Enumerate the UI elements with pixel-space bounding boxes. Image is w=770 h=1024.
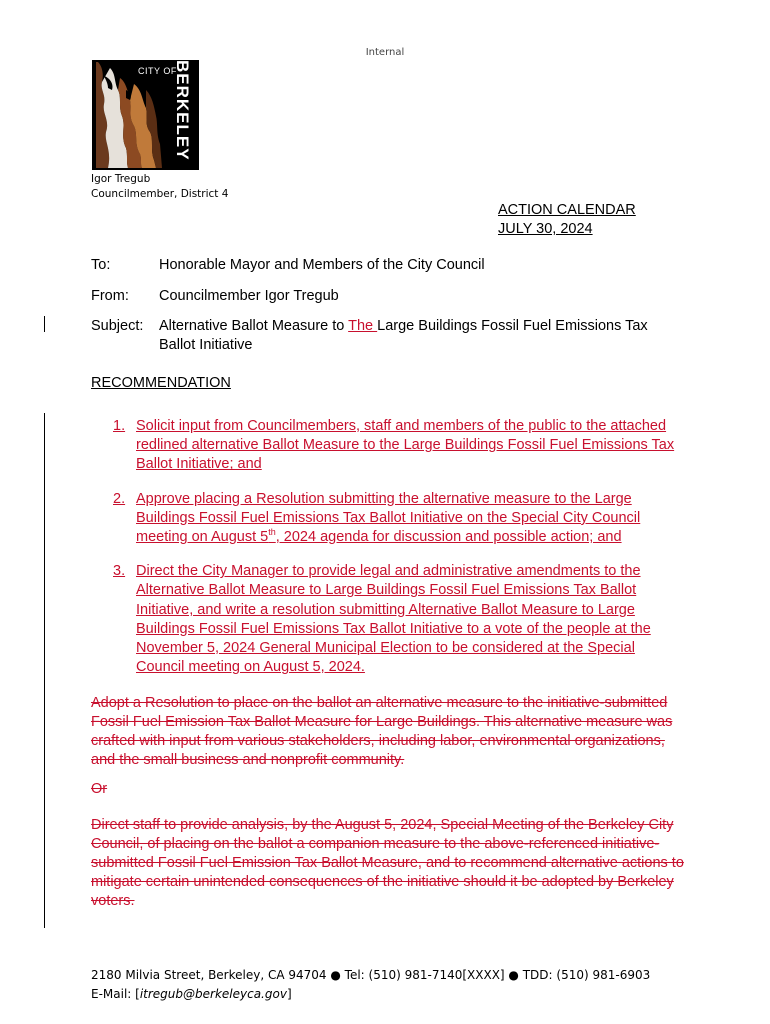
list-item: 1. Solicit input from Councilmembers, staff and members of the public to the attached redlined alternative Ballot Measure to the Large Buildings Fossil Fuel Emissions Tax Ballot Initiative; and [113,418,675,473]
change-bar [44,413,45,928]
change-bar [44,316,45,332]
to-label: To: [91,257,111,273]
list-item: 3. Direct the City Manager to provide legal and administrative amendments to the Alternative Ballot Measure to Large Buildings Fossil Fuel Emissions Tax Ballot Initiative, and write a resolution submitting Alternative Ballot Measure to Large Buildings Fossil Fuel Emissions Tax Ballot Initiative to a vote of the people at the November 5, 2024 General Municipal Election to be considered at the Special Council meeting on August 5, 2024. [113,563,651,676]
deleted-paragraph: Adopt a Resolution to place on the ballot an alternative measure to the initiative-submitted Fossil Fuel Emission Tax Ballot Measure for Large Buildings. This alternative measure was crafted with input from various stakeholders, including labor, environmental organizations, and the small business and nonprofit community. [91,695,673,768]
logo-berkeley-wordmark: BERKELEY [173,60,192,161]
subject-label: Subject: [91,318,144,334]
deleted-paragraph: Direct staff to provide analysis, by the August 5, 2024, Special Meeting of the Berkeley City Council, of placing on the ballot a companion measure to the above-referenced initiative-submitted Fossil Fuel Emission Tax Ballot Measure, and to recommend alternative actions to mitigate certain unintended consequences of the initiative should it be adopted by Berkeley voters. [91,817,684,909]
footer-address: 2180 Milvia Street, Berkeley, CA 94704 ● Tel: (510) 981-7140[XXXX] ● TDD: (510) 981-6903 [91,968,651,982]
calendar-title: ACTION CALENDAR [498,202,636,218]
city-logo [92,60,199,170]
author-name: Igor Tregub [91,173,151,185]
recommendation-heading: RECOMMENDATION [91,375,231,391]
logo-city-of: CITY OF [138,66,177,76]
author-title: Councilmember, District 4 [91,188,229,200]
subject-value: Alternative Ballot Measure to The Large Buildings Fossil Fuel Emissions Tax Ballot Initiative [159,318,648,353]
deleted-or: Or [91,781,108,797]
from-value: Councilmember Igor Tregub [159,288,339,304]
subject-inserted-text: The [348,318,378,334]
author-block [91,172,228,202]
to-value: Honorable Mayor and Members of the City Council [159,257,485,273]
action-calendar [498,201,636,239]
footer-email: itregub@berkeleyca.gov [139,987,287,1001]
calendar-date: JULY 30, 2024 [498,221,593,237]
footer-email-line: E-Mail: [itregub@berkeleyca.gov] [91,987,292,1001]
recommendation-list [113,417,683,692]
page-footer [91,966,650,1004]
classification-label: Internal [365,47,405,58]
list-item: 2. Approve placing a Resolution submitting the alternative measure to the Large Buildings Fossil Fuel Emissions Tax Ballot Initiative on the Special City Council meeting on August 5th, 2024 agenda for discussion and possible action; and [113,490,641,546]
from-label: From: [91,288,129,304]
